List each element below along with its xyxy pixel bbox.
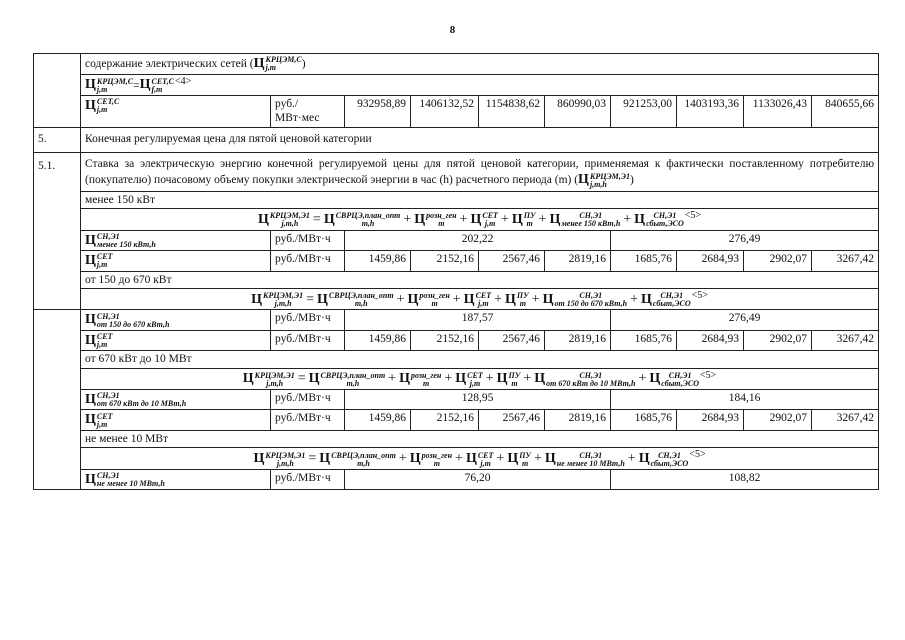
sn-symbol [81, 389, 271, 410]
price-formula [81, 288, 879, 309]
price-symbol: Ц СВРЦЭ,план_опт m,h [323, 211, 401, 229]
group-formula-row [34, 368, 879, 389]
row-num-empty [34, 54, 81, 128]
sn-symbol [81, 469, 271, 490]
price-symbol: Ц КРЦЭМ,Э1 j,m,h [242, 370, 295, 388]
set-value: 1459,86 [345, 251, 411, 272]
price-symbol: Ц СЕТ j,m [465, 450, 494, 468]
set-value: 1685,76 [611, 410, 677, 431]
set-symbol [81, 251, 271, 272]
sn-row [34, 230, 879, 251]
sn-unit: руб./МВт·ч [271, 389, 345, 410]
row-network-maintenance [34, 54, 879, 75]
set-value: 2152,16 [411, 330, 479, 351]
sn-symbol-glyph: Ц СН,Э1 от 150 до 670 кВт,h [85, 311, 170, 329]
group-label-row [34, 271, 879, 288]
set-value: 2152,16 [411, 251, 479, 272]
footnote-ref: <5> [691, 289, 708, 301]
operator: = [297, 371, 306, 387]
price-symbol: Ц КРЦЭМ,Э1 j,m,h [257, 211, 310, 229]
set-c-unit: руб./ МВт·мес [271, 95, 345, 127]
set-c-value: 1154838,62 [479, 95, 545, 127]
price-symbol: Ц СЕТ j,m [470, 211, 498, 229]
set-value: 3267,42 [812, 330, 879, 351]
price-symbol: Ц СН,Э1 менее 150 кВт,h [549, 211, 621, 229]
row-section-5-1 [34, 152, 879, 191]
footnote-ref: <5> [689, 449, 706, 461]
set-symbol [81, 330, 271, 351]
set-c-value: 932958,89 [345, 95, 411, 127]
sn-row [34, 389, 879, 410]
group-formula-row [34, 209, 879, 230]
set-value: 3267,42 [812, 251, 879, 272]
operator: + [444, 371, 453, 387]
price-symbol: Ц ПУ m [507, 450, 531, 468]
set-value: 2684,93 [677, 410, 744, 431]
price-symbol: Ц СН,Э1 от 150 до 670 кВт,h [542, 291, 628, 309]
sn-symbol-glyph: Ц СН,Э1 от 670 кВт до 10 МВт,h [85, 391, 187, 409]
set-c-value: 1133026,43 [744, 95, 812, 127]
set-value: 1685,76 [611, 251, 677, 272]
set-row [34, 410, 879, 431]
set-value: 2567,46 [479, 330, 545, 351]
set-c-value: 860990,03 [545, 95, 611, 127]
price-symbol: Ц розн_ген m [409, 450, 453, 468]
operator: + [452, 291, 461, 307]
group-label-row [34, 351, 879, 368]
set-value: 3267,42 [812, 410, 879, 431]
operator: + [500, 212, 509, 228]
row-num-empty [34, 310, 81, 490]
set-row [34, 251, 879, 272]
set-c-value: 1403193,36 [677, 95, 744, 127]
price-symbol: Ц СЕТ j,m [463, 291, 492, 309]
set-symbol-glyph: Ц СЕТ j,m [85, 411, 113, 429]
sn-unit: руб./МВт·ч [271, 310, 345, 331]
price-symbol: Ц СН,Э1 сбыт,ЭСО [638, 450, 689, 468]
operator: + [388, 371, 397, 387]
operator: + [398, 451, 407, 467]
price-symbol: Ц розн_ген m [407, 291, 450, 309]
sn-unit: руб./МВт·ч [271, 230, 345, 251]
price-symbol: Ц СН,Э1 от 670 кВт до 10 МВт,h [534, 370, 636, 388]
price-symbol: Ц СВРЦЭ,план_опт m,h [308, 370, 386, 388]
price-symbol: Ц СН,Э1 сбыт,ЭСО [649, 370, 699, 388]
row-formula-c [34, 74, 879, 95]
capacity-group-label: от 150 до 670 кВт [81, 271, 879, 288]
sn-symbol [81, 230, 271, 251]
page-number: 8 [449, 24, 456, 36]
sn-symbol-glyph: Ц СН,Э1 не менее 10 МВт,h [85, 471, 165, 488]
set-unit: руб./МВт·ч [271, 251, 345, 272]
capacity-group-label: от 670 кВт до 10 МВт [81, 351, 879, 368]
sn-symbol-glyph: Ц СН,Э1 менее 150 кВт,h [85, 231, 156, 249]
row-set-c-values [34, 95, 879, 127]
operator: + [531, 291, 540, 307]
price-formula [81, 209, 879, 230]
section-5-1-number: 5.1. [34, 152, 81, 309]
set-value: 2152,16 [411, 410, 479, 431]
price-symbol: Ц СН,Э1 сбыт,ЭСО [640, 291, 691, 309]
set-value: 2902,07 [744, 330, 812, 351]
price-symbol: Ц КРЦЭМ,Э1 j,m,h [251, 291, 304, 309]
set-value: 2819,16 [545, 330, 611, 351]
footnote-ref: <5> [684, 210, 702, 222]
set-symbol [81, 410, 271, 431]
price-formula [81, 448, 879, 469]
price-symbol: Ц розн_ген m [414, 211, 457, 229]
operator: = [308, 451, 317, 467]
price-symbol: Ц КРЦЭМ,Э1 j,m,h [253, 450, 306, 468]
sn-symbol [81, 310, 271, 331]
price-symbol: Ц КРЦЭМ,С j,m [253, 55, 302, 73]
price-symbol: Ц СН,Э1 сбыт,ЭСО [634, 211, 684, 229]
footnote-ref: <5> [699, 369, 717, 381]
sn-row [34, 469, 879, 490]
section-5-1-text: Ставка за электрическую энергию конечной регулируемой цены для пятой ценовой категории, применяемая к фактически поставленному потребителю (покупателю) почасовому объему покупки электрической энергии в час (h) расчетного периода (m) (Ц КРЦЭМ,Э1 j,m,h ) [81, 152, 879, 191]
set-value: 2902,07 [744, 410, 812, 431]
set-unit: руб./МВт·ч [271, 330, 345, 351]
price-formula [81, 368, 879, 389]
set-value: 1685,76 [611, 330, 677, 351]
operator: + [638, 371, 647, 387]
sn-row [34, 310, 879, 331]
set-c-value: 921253,00 [611, 95, 677, 127]
sn-value-second: 108,82 [611, 469, 879, 490]
sn-unit: руб./МВт·ч [271, 469, 345, 490]
price-symbol: Ц ПУ m [496, 370, 521, 388]
sn-value-second: 276,49 [611, 310, 879, 331]
set-value: 2819,16 [545, 410, 611, 431]
operator: + [485, 371, 494, 387]
set-value: 2567,46 [479, 251, 545, 272]
operator: + [534, 451, 542, 467]
sn-value-second: 184,16 [611, 389, 879, 410]
set-value: 2819,16 [545, 251, 611, 272]
group-label-row [34, 191, 879, 208]
formula-c: Ц КРЦЭМ,С j,m =Ц СЕТ,С f,m <4> [81, 74, 879, 95]
operator: + [455, 451, 463, 467]
set-c-value: 1406132,52 [411, 95, 479, 127]
price-symbol: Ц ПУ m [511, 211, 536, 229]
section-5-number: 5. [34, 127, 81, 152]
price-symbol: Ц СВРЦЭ,план_опт m,h [317, 291, 394, 309]
operator: + [523, 371, 532, 387]
group-formula-row [34, 288, 879, 309]
operator: + [627, 451, 636, 467]
set-c-symbol: Ц СЕТ,С j,m [81, 95, 271, 127]
operator: + [630, 291, 638, 307]
group-label-row [34, 430, 879, 447]
set-value: 2902,07 [744, 251, 812, 272]
sn-value-first: 187,57 [345, 310, 611, 331]
set-symbol-glyph: Ц СЕТ j,m [85, 252, 113, 270]
operator: + [496, 451, 505, 467]
set-value: 1459,86 [345, 410, 411, 431]
operator: + [403, 212, 412, 228]
set-value: 2567,46 [479, 410, 545, 431]
tariff-table [33, 53, 879, 490]
row-section-5 [34, 127, 879, 152]
set-value: 2684,93 [677, 251, 744, 272]
price-symbol: Ц СЕТ j,m [455, 370, 483, 388]
capacity-group-label: не менее 10 МВт [81, 430, 879, 447]
operator: = [306, 291, 315, 307]
operator: + [494, 291, 503, 307]
sn-value-second: 276,49 [611, 230, 879, 251]
sn-value-first: 128,95 [345, 389, 611, 410]
operator: + [538, 212, 547, 228]
set-c-value: 840655,66 [812, 95, 879, 127]
set-symbol-glyph: Ц СЕТ j,m [85, 332, 113, 350]
sn-value-first: 76,20 [345, 469, 611, 490]
set-row [34, 330, 879, 351]
set-unit: руб./МВт·ч [271, 410, 345, 431]
price-symbol: Ц СВРЦЭ,план_опт m,h [319, 450, 396, 468]
operator: + [396, 291, 405, 307]
sn-value-first: 202,22 [345, 230, 611, 251]
set-value: 2684,93 [677, 330, 744, 351]
operator: + [459, 212, 468, 228]
operator: + [623, 212, 632, 228]
network-maintenance-label: содержание электрических сетей (Ц КРЦЭМ,С j,m ) [81, 54, 879, 75]
price-symbol: Ц СН,Э1 не менее 10 МВт,h [544, 450, 625, 468]
group-formula-row [34, 448, 879, 469]
price-symbol: Ц розн_ген m [399, 370, 442, 388]
set-value: 1459,86 [345, 330, 411, 351]
capacity-group-label: менее 150 кВт [81, 191, 879, 208]
operator: = [312, 212, 321, 228]
price-symbol: Ц ПУ m [505, 291, 529, 309]
section-5-title: Конечная регулируемая цена для пятой ценовой категории [81, 127, 879, 152]
